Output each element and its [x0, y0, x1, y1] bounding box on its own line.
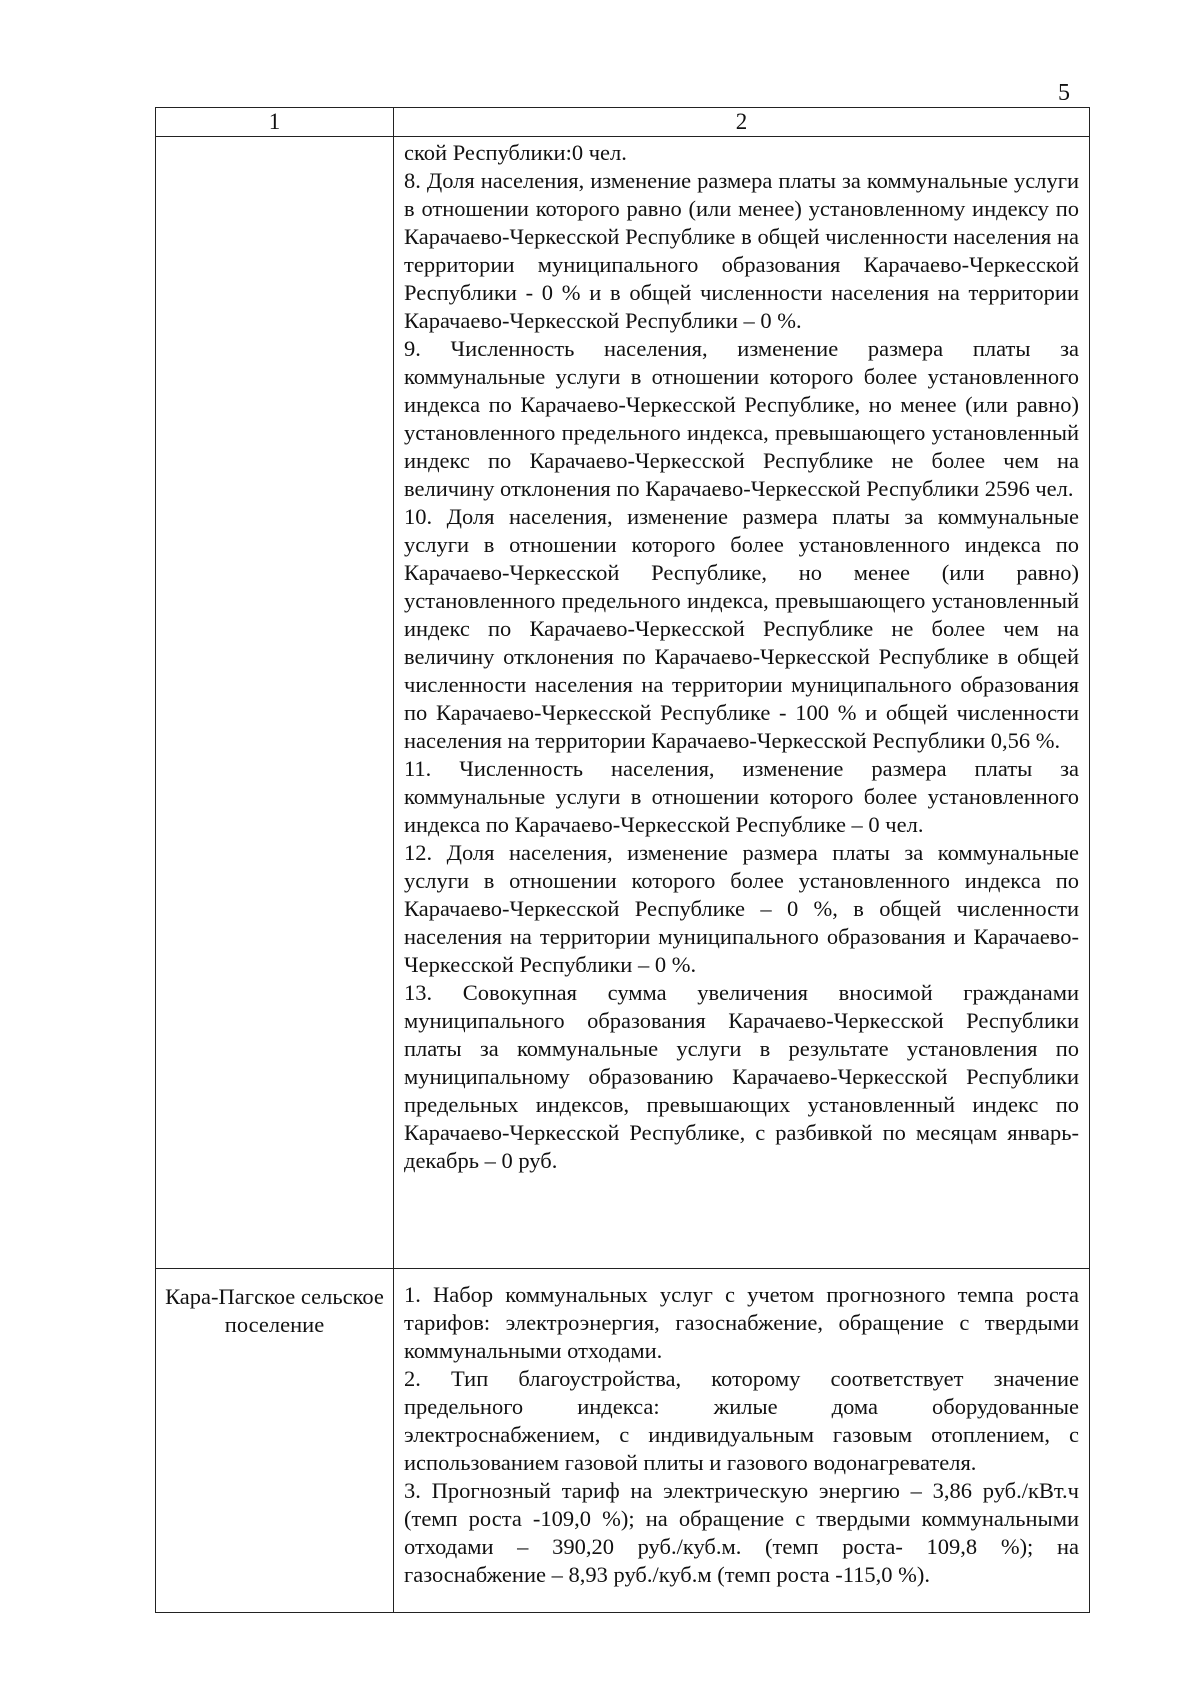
indicators-cell	[394, 137, 1090, 1269]
indicator-paragraph: 8. Доля населения, изменение размера платы за коммунальные услуги в отношении которого равно (или менее) установленному индексу по Карачаево-Черкесской Республике в общей численности населения на территории муниципального образования Карачаево-Черкесской Республики - 0 % и в общей численности населения на территории Карачаево-Черкесской Республики – 0 %.	[404, 168, 1079, 333]
data-table	[155, 107, 1090, 1613]
column-header-1: 1	[156, 108, 394, 137]
indicator-paragraph: 3. Прогнозный тариф на электрическую энергию – 3,86 руб./кВт.ч (темп роста -109,0 %); на обращение с твердыми коммунальными отходами – 390,20 руб./куб.м. (темп роста- 109,8 %); на газоснабжение – 8,93 руб./куб.м (темп роста -115,0 %).	[404, 1478, 1079, 1587]
indicator-paragraph: ской Республики:0 чел.	[404, 140, 627, 165]
indicator-paragraph: 9. Численность населения, изменение размера платы за коммунальные услуги в отношении которого более установленного индекса по Карачаево-Черкесской Республике, но менее (или равно) установленного предельного индекса, превышающего установленный индекс по Карачаево-Черкесской Республике не более чем на величину отклонения по Карачаево-Черкесской Республики 2596 чел.	[404, 336, 1079, 501]
page-number: 5	[1058, 80, 1070, 106]
indicator-paragraph: 1. Набор коммунальных услуг с учетом прогнозного темпа роста тарифов: электроэнергия, газоснабжение, обращение с твердыми коммунальными отходами.	[404, 1282, 1079, 1363]
column-header-2: 2	[394, 108, 1090, 137]
table-header-row	[156, 108, 1090, 137]
settlement-name-cell: Кара-Пагское сельское поселение	[156, 1269, 394, 1613]
indicator-paragraph: 11. Численность населения, изменение размера платы за коммунальные услуги в отношении которого более установленного индекса по Карачаево-Черкесской Республике – 0 чел.	[404, 756, 1079, 837]
indicators-cell	[394, 1269, 1090, 1613]
indicator-paragraph: 2. Тип благоустройства, которому соответствует значение предельного индекса: жилые дома оборудованные электроснабжением, с индивидуальным газовым отоплением, с использованием газовой плиты и газового водонагревателя.	[404, 1366, 1079, 1475]
table-row	[156, 137, 1090, 1269]
indicator-paragraph: 13. Совокупная сумма увеличения вносимой гражданами муниципального образования Карачаево-Черкесской Республики платы за коммунальные услуги в результате установления по муниципальному образованию Карачаево-Черкесской Республики предельных индексов, превышающих установленный индекс по Карачаево-Черкесской Республике, с разбивкой по месяцам январь-декабрь – 0 руб.	[404, 980, 1079, 1173]
indicator-paragraph: 12. Доля населения, изменение размера платы за коммунальные услуги в отношении которого более установленного индекса по Карачаево-Черкесской Республике – 0 %, в общей численности населения на территории муниципального образования и Карачаево-Черкесской Республики – 0 %.	[404, 840, 1079, 977]
table-row	[156, 1269, 1090, 1613]
indicator-paragraph: 10. Доля населения, изменение размера платы за коммунальные услуги в отношении которого более установленного индекса по Карачаево-Черкесской Республике, но менее (или равно) установленного предельного индекса, превышающего установленный индекс по Карачаево-Черкесской Республике не более чем на величину отклонения по Карачаево-Черкесской Республике в общей численности населения на территории муниципального образования по Карачаево-Черкесской Республике - 100 % и общей численности населения на территории Карачаево-Черкесской Республики 0,56 %.	[404, 504, 1079, 753]
settlement-name-cell	[156, 137, 394, 1269]
